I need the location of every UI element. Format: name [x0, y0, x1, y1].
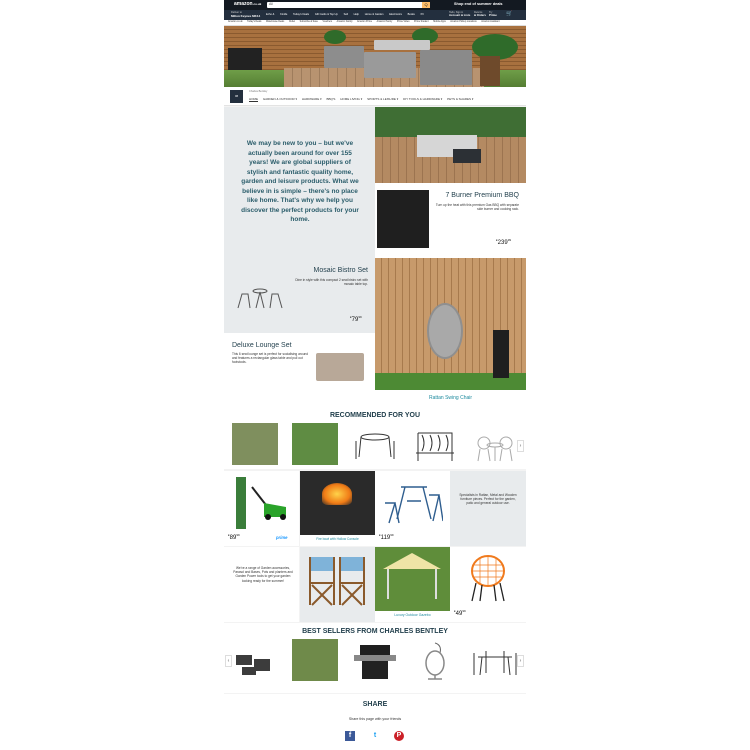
bbq-tile[interactable] [375, 183, 526, 258]
brand-tab-sports[interactable]: SPORTS & LEISURE ▾ [367, 97, 399, 101]
lounge-set-tile[interactable] [224, 333, 375, 407]
cart-icon[interactable]: 🛒 [506, 11, 513, 17]
sub-nav-link[interactable]: Amazon Prime [356, 21, 373, 23]
sub-nav-link[interactable]: Today's Deals [247, 21, 262, 23]
brand-tab-bbqs[interactable]: BBQ'S [326, 97, 336, 101]
nav-link[interactable]: Electronics [389, 13, 402, 16]
nav-link[interactable]: Sell [343, 13, 348, 16]
prime-link[interactable]: Try Prime [489, 11, 497, 18]
brand-bar [224, 87, 526, 106]
rattan-chair-image [324, 46, 364, 68]
egg-chair-price: $^£49^{99}$ [454, 609, 466, 617]
firebowl-caption: Fire bowl with Hollow Console [316, 537, 359, 541]
chevron-right-icon[interactable]: › [517, 655, 524, 667]
cushion-image [374, 40, 430, 50]
search-icon[interactable]: Q [422, 2, 430, 8]
prime-badge: prime [276, 535, 288, 540]
chevron-right-icon[interactable]: › [517, 440, 524, 452]
mower-feature-icons [236, 477, 246, 529]
lawnmower-tile[interactable] [224, 471, 299, 546]
gazebo-frame-image [387, 569, 437, 599]
gazebo-caption: Luxury Outdoor Gazebo [394, 613, 431, 617]
brand-tab-hardware[interactable]: HARDWARE ▾ [301, 97, 322, 101]
intro-text: We may be new to you – but we've actually been around for over 155 years! We are global suppliers of stylish and fantastic quality home, garden and leisure products. What we believe in is simple – there's no place like home. That's why we help you discover the perfect products for your home. [241, 140, 359, 223]
swing-chair-tile[interactable] [375, 258, 526, 407]
swing-chair-image [427, 303, 463, 359]
folding-bistro-tile[interactable] [375, 471, 450, 546]
lounge-description: This 6 seat lounge set is perfect for socialising around and features a rectangular glass table and pull out footstools. [232, 352, 309, 365]
promo-banner[interactable]: Shop end of summer deals [454, 2, 503, 6]
throw-image [453, 149, 481, 163]
sub-nav-link[interactable]: Warehouse Deals [266, 21, 285, 23]
directors-chairs-tile[interactable] [300, 547, 375, 622]
sub-nav-link[interactable]: Mobile Apps [433, 21, 446, 23]
nav-link[interactable]: Echo & [266, 13, 275, 16]
twitter-icon[interactable]: t [373, 732, 377, 739]
bbq-price: $^£239^{99}$ [496, 238, 512, 246]
sub-nav-link[interactable]: Prime Video [396, 21, 410, 23]
sub-nav-link[interactable]: Prime Student [414, 21, 429, 23]
specialists-tile [450, 471, 526, 546]
bestseller-product-image[interactable] [472, 641, 518, 683]
firebowl-tile[interactable] [300, 471, 375, 546]
folding-bistro-image [383, 477, 443, 527]
fire-image [322, 483, 352, 505]
plant-image [324, 30, 346, 44]
rattan-sofa-image [420, 50, 472, 85]
brand-tab-home[interactable]: HOME [249, 97, 258, 101]
recommended-product-image[interactable] [412, 423, 458, 465]
nav-links [266, 13, 429, 16]
bestseller-product-image[interactable] [352, 641, 398, 683]
hedge-image [375, 107, 526, 137]
search-bar[interactable] [267, 2, 430, 8]
sub-nav-link[interactable]: Subscribe & Save [299, 21, 318, 23]
directors-chairs-image [306, 553, 370, 611]
brand-name: Charles Bentley [249, 90, 268, 93]
chevron-left-icon[interactable]: ‹ [225, 655, 232, 667]
sub-nav-link[interactable]: Vouchers [322, 21, 333, 23]
recommended-title: RECOMMENDED FOR YOU [329, 412, 421, 419]
facebook-icon[interactable]: f [345, 731, 355, 741]
sub-nav-link[interactable]: Outlet [288, 21, 295, 23]
lawnmower-image [250, 485, 290, 521]
bestsellers-title: BEST SELLERS FROM CHARLES BENTLEY [302, 628, 448, 635]
intro-tile [224, 107, 375, 258]
recommended-product-image[interactable] [232, 423, 278, 465]
bistro-description: Dine in style with this compact 2 seat bistro set with mosaic table top. [295, 278, 368, 287]
store-page [224, 0, 526, 750]
bistro-set-tile[interactable] [224, 258, 375, 333]
bestseller-product-image[interactable] [292, 639, 338, 681]
recommended-product-image[interactable] [292, 423, 338, 465]
hero-banner-image [224, 26, 526, 87]
sub-nav-link[interactable]: Amazon Pantry [376, 21, 393, 23]
brand-logo[interactable]: CB [230, 90, 243, 103]
brand-tab-home-living[interactable]: HOME LIVING ▾ [340, 97, 363, 101]
gazebo-tile[interactable] [375, 547, 450, 622]
specialists-text: Specialists in Rattan, Metal and Wooden furniture pieces. Perfect for the garden, patio and general outdoor use. [459, 493, 517, 506]
brand-tab-garden[interactable]: GARDEN & OUTDOOR ▾ [262, 97, 298, 101]
bbq-title: 7 Burner Premium BBQ [445, 192, 519, 199]
brand-tab-diy[interactable]: DIY TOOLS & HARDWARE ▾ [403, 97, 443, 101]
nav-link[interactable]: Home & Garden [364, 13, 384, 16]
bistro-set-image [234, 280, 286, 310]
recommended-product-image[interactable] [352, 423, 398, 465]
lounge-title: Deluxe Lounge Set [232, 342, 292, 349]
amazon-top-nav [224, 0, 526, 10]
bbq-image [228, 48, 262, 70]
share-subtitle: Share this page with your friends [348, 717, 402, 721]
accessories-tile [224, 547, 299, 622]
recommended-product-image[interactable] [472, 423, 518, 465]
nav-link[interactable]: Kindle [280, 13, 288, 16]
share-title: SHARE [362, 701, 388, 708]
bestseller-product-image[interactable] [232, 641, 278, 683]
deliver-to[interactable]: Deliver to Milton Keynes MK14 [231, 11, 261, 18]
recommended-section [224, 407, 526, 469]
nav-link[interactable]: Help [353, 13, 359, 16]
sub-nav-link[interactable]: Amazon Assistant [481, 21, 500, 23]
rattan-table-image [364, 52, 416, 78]
bbq-description: Turn up the heat with this premium Gas BBQ with separate side burner and cooking rack. [435, 203, 519, 212]
nav-link[interactable]: Books [407, 13, 415, 16]
lounge-set-image [316, 353, 364, 381]
search-category[interactable]: All [269, 2, 273, 6]
bestsellers-section [224, 623, 526, 693]
swing-chair-title: Rattan Swing Chair [428, 395, 473, 401]
brand-tab-pets[interactable]: PETS & SHARES ▾ [447, 97, 474, 101]
sub-nav-link[interactable]: Amazon Pickup Locations [450, 21, 477, 23]
planter-image [480, 56, 500, 86]
amazon-secondary-nav [224, 10, 526, 20]
amazon-logo[interactable]: amazon.co.uk [234, 1, 262, 7]
bistro-title: Mosaic Bistro Set [313, 267, 368, 274]
accessories-text: We've a range of Garden accessories, Parasol and Bases, Pots and planters and Garden Power tools to get your garden looking ready for the summer! [233, 566, 293, 583]
mower-price: $^£89^{99}$ [228, 533, 240, 541]
orders-link[interactable]: Returns & Orders [474, 11, 486, 18]
bbq-product-image [377, 190, 429, 248]
nav-link[interactable]: Gift Cards & Top Up [314, 13, 338, 16]
pinterest-icon[interactable]: P [394, 731, 404, 741]
nav-link[interactable]: Pri [420, 13, 424, 16]
folding-bistro-price: $^£119^{99}$ [379, 533, 394, 541]
bestseller-product-image[interactable] [412, 641, 458, 683]
account-menu[interactable]: Hello, Sign in Account & Lists [449, 11, 471, 18]
egg-chair-image [468, 553, 508, 603]
sub-nav-link[interactable]: Amazon Family [336, 21, 353, 23]
bistro-price: $^£79^{99}$ [350, 315, 362, 323]
brand-nav [249, 97, 477, 101]
nav-link[interactable]: Today's Deals [293, 13, 310, 16]
water-feature-image [493, 330, 509, 378]
sub-nav-link[interactable]: Amazon.co.uk [228, 21, 243, 23]
egg-chair-tile[interactable] [450, 547, 526, 622]
lounger-photo-tile[interactable] [375, 107, 526, 183]
